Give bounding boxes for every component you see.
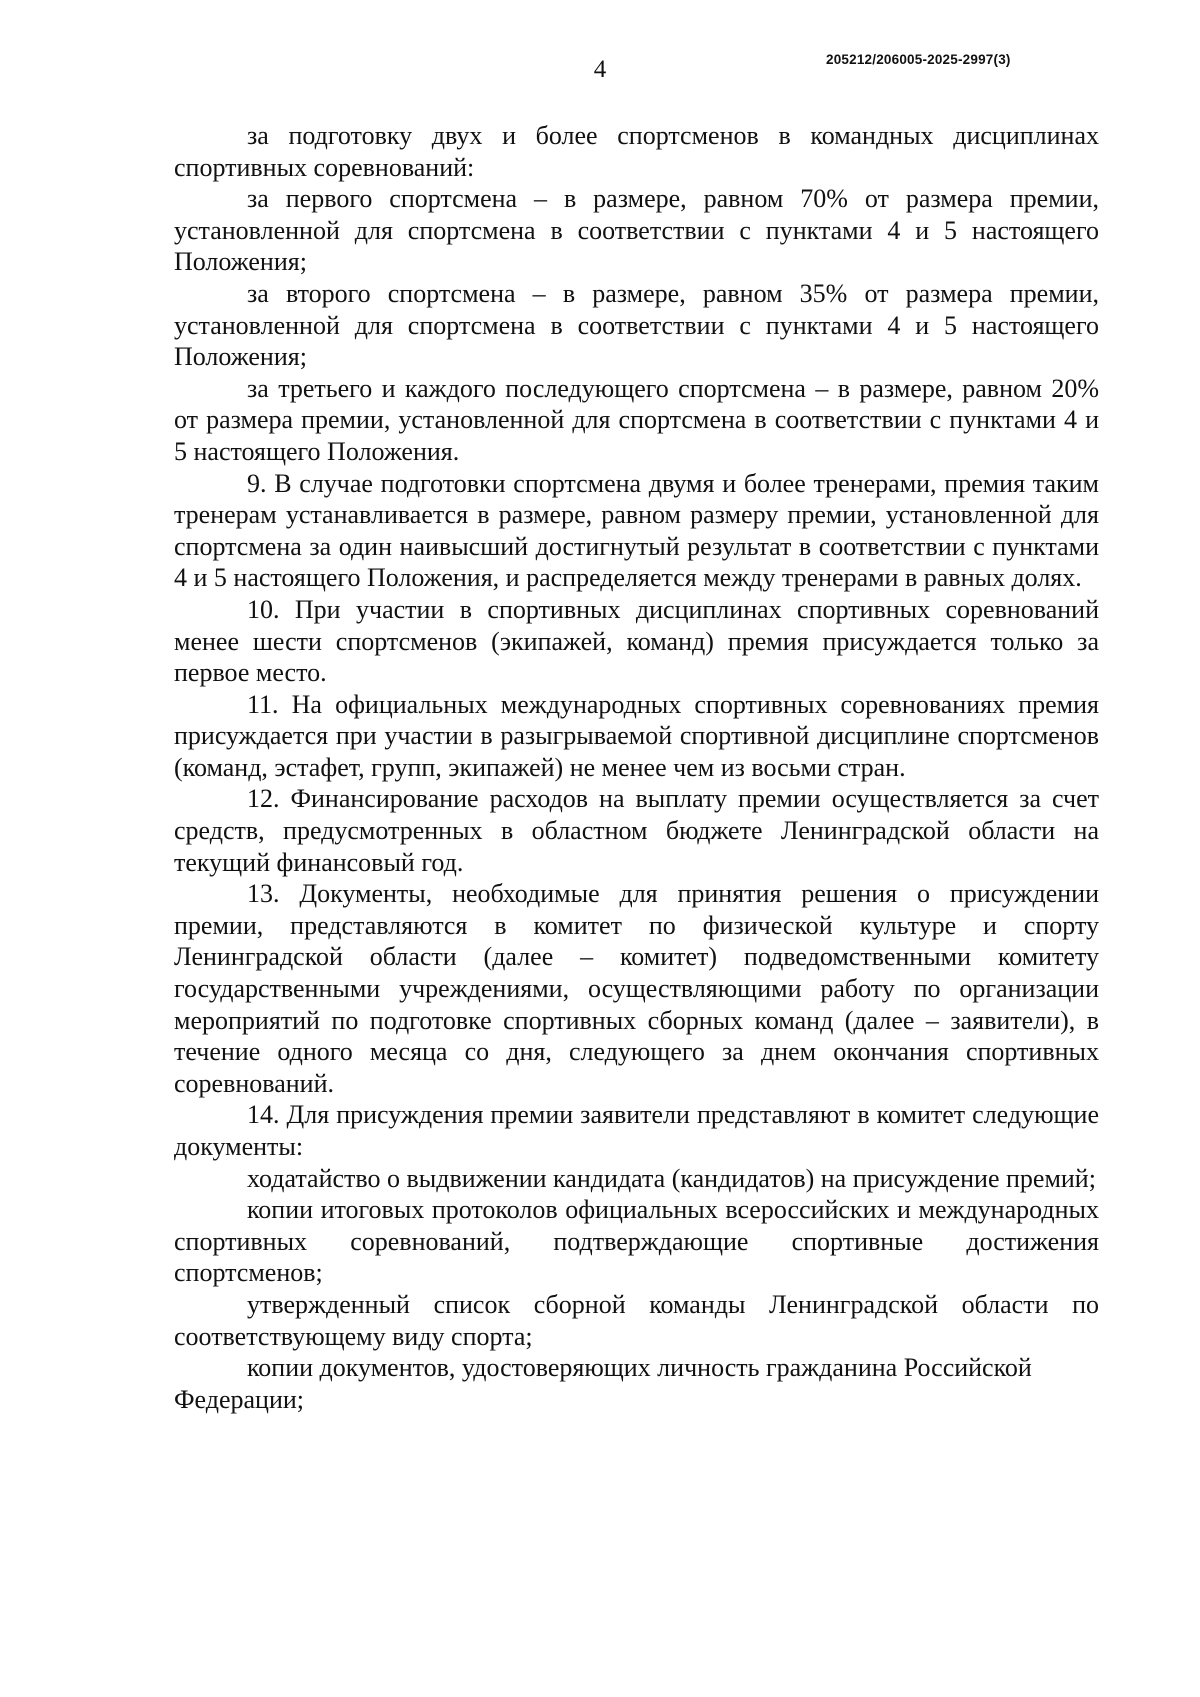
paragraph-second-athlete: за второго спортсмена – в размере, равном 35% от размера премии, установленной для спортсмена в соответствии с пунктами 4 и 5 настоящего Положения; <box>174 278 1099 372</box>
document-body <box>174 120 1099 1415</box>
paragraph-first-athlete: за первого спортсмена – в размере, равном 70% от размера премии, установленной для спортсмена в соответствии с пунктами 4 и 5 настоящего Положения; <box>174 184 1099 277</box>
document-id: 205212/206005-2025-2997(3) <box>826 52 1011 67</box>
paragraph-clause-9: 9. В случае подготовки спортсмена двумя и более тренерами, премия таким тренерам устанавливается в размере, равном размеру премии, установленной для спортсмена за один наивысший достигнутый результат в соответствии с пунктами 4 и 5 настоящего Положения, и распределяется между тренерами в равных долях. <box>174 468 1099 593</box>
page-number: 4 <box>593 56 607 83</box>
paragraph-clause-12: 12. Финансирование расходов на выплату премии осуществляется за счет средств, предусмотренных в областном бюджете Ленинградской области на текущий финансовый год. <box>174 784 1099 877</box>
paragraph-protocol-copies: копии итоговых протоколов официальных всероссийских и международных спортивных соревнований, подтверждающие спортивные достижения спортсменов; <box>174 1195 1099 1288</box>
paragraph-clause-14: 14. Для присуждения премии заявители представляют в комитет следующие документы: <box>174 1100 1099 1161</box>
paragraph-team-disciplines-intro: за подготовку двух и более спортсменов в командных дисциплинах спортивных соревнований: <box>174 121 1099 182</box>
paragraph-third-athlete: за третьего и каждого последующего спортсмена – в размере, равном 20% от размера премии, установленной для спортсмена в соответствии с пунктами 4 и 5 настоящего Положения. <box>174 373 1099 466</box>
paragraph-team-list: утвержденный список сборной команды Ленинградской области по соответствующему виду спорта; <box>174 1289 1099 1351</box>
paragraph-clause-11: 11. На официальных международных спортивных соревнованиях премия присуждается при участии в разыгрываемой спортивной дисциплине спортсменов (команд, эстафет, групп, экипажей) не менее чем из восьми стран. <box>174 689 1099 782</box>
paragraph-petition: ходатайство о выдвижении кандидата (кандидатов) на присуждение премий; <box>247 1163 1096 1193</box>
paragraph-clause-10: 10. При участии в спортивных дисциплинах спортивных соревнований менее шести спортсменов (экипажей, команд) премия присуждается только за первое место. <box>174 594 1099 688</box>
paragraph-clause-13: 13. Документы, необходимые для принятия решения о присуждении премии, представляются в комитет по физической культуре и спорту Ленинградской области (далее – комитет) подведомственными комитету государственными учреждениями, осуществляющими работу по организации мероприятий по подготовке спортивных сборных команд (далее – заявители), в течение одного месяца со дня, следующего за днем окончания спортивных соревнований. <box>174 879 1099 1098</box>
paragraph-identity-documents: копии документов, удостоверяющих личность гражданина Российской Федерации; <box>174 1353 1032 1414</box>
